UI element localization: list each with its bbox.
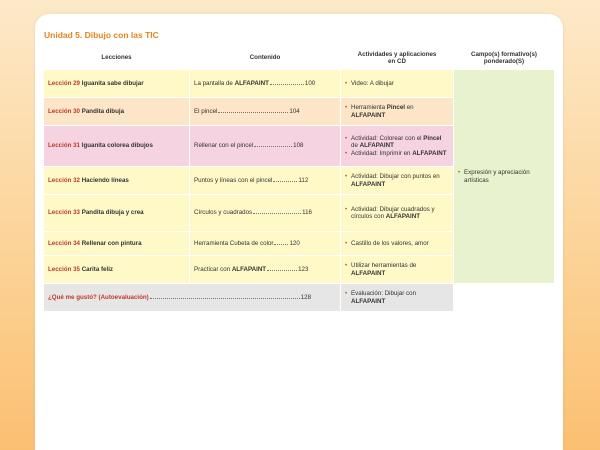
content-cell bbox=[190, 70, 340, 97]
lesson-cell bbox=[44, 167, 189, 194]
activity-text: Herramienta bbox=[351, 104, 387, 112]
dot-leader bbox=[267, 270, 297, 271]
header-actividades-line2: en CD bbox=[388, 58, 406, 65]
lesson-cell bbox=[44, 256, 189, 283]
lesson-cell bbox=[44, 195, 189, 231]
header-contenido: Contenido bbox=[190, 47, 340, 69]
activities-list bbox=[345, 206, 449, 221]
activity-text: Utilizar herramientas de bbox=[351, 262, 417, 270]
dot-leader bbox=[273, 181, 297, 182]
lesson-name: Iguanita colorea dibujos bbox=[81, 142, 153, 150]
activities-list bbox=[345, 240, 449, 247]
lesson-name: Haciendo líneas bbox=[81, 176, 129, 184]
table-header-row bbox=[44, 47, 554, 69]
lesson-number: Lección 30 bbox=[48, 107, 80, 115]
dot-leader bbox=[150, 298, 300, 299]
lesson-number: Lección 32 bbox=[48, 176, 80, 184]
activity-item bbox=[345, 290, 449, 305]
activity-item bbox=[345, 150, 449, 157]
header-campo bbox=[454, 47, 554, 69]
dot-leader bbox=[254, 146, 292, 147]
activity-item bbox=[345, 240, 449, 247]
page-number: 123 bbox=[298, 265, 309, 273]
activities-cell bbox=[341, 167, 453, 194]
content-text: La pantalla de bbox=[194, 79, 235, 87]
lesson-plan-table bbox=[43, 46, 555, 312]
content-keyword: ALFAPAINT bbox=[231, 265, 267, 273]
lesson-cell bbox=[44, 98, 189, 125]
content-cell bbox=[190, 167, 340, 194]
activity-keyword: ALFAPAINT bbox=[412, 149, 447, 157]
lesson-number: Lección 33 bbox=[48, 209, 80, 217]
activities-cell bbox=[341, 284, 453, 311]
content-cell bbox=[190, 232, 340, 255]
lesson-cell bbox=[44, 232, 189, 255]
campo-text: Expresión y apreciación artísticas bbox=[464, 169, 530, 184]
activity-text: en bbox=[405, 104, 414, 112]
lesson-number: Lección 35 bbox=[48, 265, 80, 273]
activity-text: Castillo de los valores, amor bbox=[351, 239, 429, 247]
header-campo-line2: ponderado(S) bbox=[483, 58, 525, 65]
activities-cell bbox=[341, 70, 453, 97]
activities-cell bbox=[341, 232, 453, 255]
activity-text: Actividad: Dibujar cuadrados y círculos con bbox=[351, 205, 435, 220]
dot-leader bbox=[253, 213, 301, 214]
page-number: 104 bbox=[289, 107, 300, 115]
content-text: Círculos y cuadrados bbox=[194, 209, 253, 217]
campo-list bbox=[458, 169, 550, 184]
dot-leader bbox=[274, 244, 288, 245]
empty-cell bbox=[454, 284, 554, 311]
lesson-name: Iguanita sabe dibujar bbox=[81, 79, 144, 87]
activities-cell bbox=[341, 126, 453, 166]
activity-keyword: ALFAPAINT bbox=[351, 269, 386, 277]
activity-keyword: ALFAPAINT bbox=[359, 142, 394, 150]
dot-leader bbox=[270, 84, 304, 85]
lesson-cell bbox=[44, 126, 189, 166]
campo-cell bbox=[454, 70, 554, 283]
lesson-number: Lección 34 bbox=[48, 239, 80, 247]
lesson-number: Lección 29 bbox=[48, 79, 80, 87]
activities-list bbox=[345, 104, 449, 119]
lesson-name: Pandita dibuja y crea bbox=[81, 209, 144, 217]
content-cell bbox=[190, 256, 340, 283]
activity-item bbox=[345, 104, 449, 119]
page-number: 116 bbox=[302, 209, 312, 217]
content-cell bbox=[190, 195, 340, 231]
header-campo-line1: Campo(s) formativo(s) bbox=[470, 50, 537, 58]
activities-list bbox=[345, 135, 449, 157]
table-row bbox=[44, 70, 554, 97]
page-number: 120 bbox=[289, 239, 300, 247]
activity-keyword: Pincel bbox=[386, 104, 405, 112]
activity-item bbox=[345, 206, 449, 221]
lesson-name: Rellenar con pintura bbox=[81, 239, 142, 247]
activities-list bbox=[345, 80, 449, 87]
campo-item bbox=[458, 169, 550, 184]
activities-list bbox=[345, 173, 449, 188]
header-actividades bbox=[341, 47, 453, 69]
activity-text: Actividad: Colorear con el bbox=[351, 134, 424, 142]
content-text: Practicar con bbox=[194, 265, 232, 273]
activity-keyword: ALFAPAINT bbox=[385, 213, 420, 220]
activity-item bbox=[345, 173, 449, 188]
self-evaluation-row bbox=[44, 284, 554, 311]
page-number: 100 bbox=[304, 79, 316, 87]
self-evaluation-cell bbox=[44, 284, 340, 311]
activity-keyword: ALFAPAINT bbox=[351, 180, 386, 188]
activity-item bbox=[345, 262, 449, 277]
activity-item bbox=[345, 80, 449, 87]
content-cell bbox=[190, 126, 340, 166]
activity-text: Evaluación: Dibujar con bbox=[351, 290, 417, 298]
activity-text: de bbox=[351, 142, 360, 150]
content-text: El pincel bbox=[194, 107, 218, 115]
activity-keyword: ALFAPAINT bbox=[351, 111, 386, 119]
self-evaluation-label: ¿Qué me gustó? (Autoevaluación) bbox=[48, 293, 149, 301]
lesson-name: Pandita dibuja bbox=[81, 107, 125, 115]
page-number: 108 bbox=[293, 142, 304, 150]
activity-text: Actividad: Imprimir en bbox=[351, 149, 413, 157]
content-text: Puntos y líneas con el pincel bbox=[194, 176, 273, 184]
lesson-cell bbox=[44, 70, 189, 97]
lesson-number: Lección 31 bbox=[48, 142, 80, 150]
activity-item bbox=[345, 135, 449, 150]
page-number: 112 bbox=[298, 176, 309, 184]
activity-keyword: ALFAPAINT bbox=[351, 297, 386, 305]
content-keyword: ALFAPAINT bbox=[234, 79, 269, 87]
header-lecciones: Lecciones bbox=[44, 47, 189, 69]
header-actividades-line1: Actividades y aplicaciones bbox=[357, 50, 437, 58]
activities-cell bbox=[341, 256, 453, 283]
activities-list bbox=[345, 290, 449, 305]
content-text: Rellenar con el pincel bbox=[194, 142, 254, 150]
lesson-name: Carita feliz bbox=[81, 265, 114, 273]
content-text: Herramienta Cubeta de color bbox=[194, 239, 274, 247]
activities-list bbox=[345, 262, 449, 277]
page-number: 128 bbox=[300, 293, 312, 301]
activities-cell bbox=[341, 98, 453, 125]
activity-text: Video: A dibujar bbox=[351, 79, 394, 87]
activity-text: Actividad: Dibujar con puntos en bbox=[351, 173, 440, 181]
content-cell bbox=[190, 98, 340, 125]
unit-title: Unidad 5. Dibujo con las TIC bbox=[44, 30, 159, 40]
dot-leader bbox=[218, 112, 288, 113]
activity-keyword: Pincel bbox=[423, 134, 442, 142]
activities-cell bbox=[341, 195, 453, 231]
